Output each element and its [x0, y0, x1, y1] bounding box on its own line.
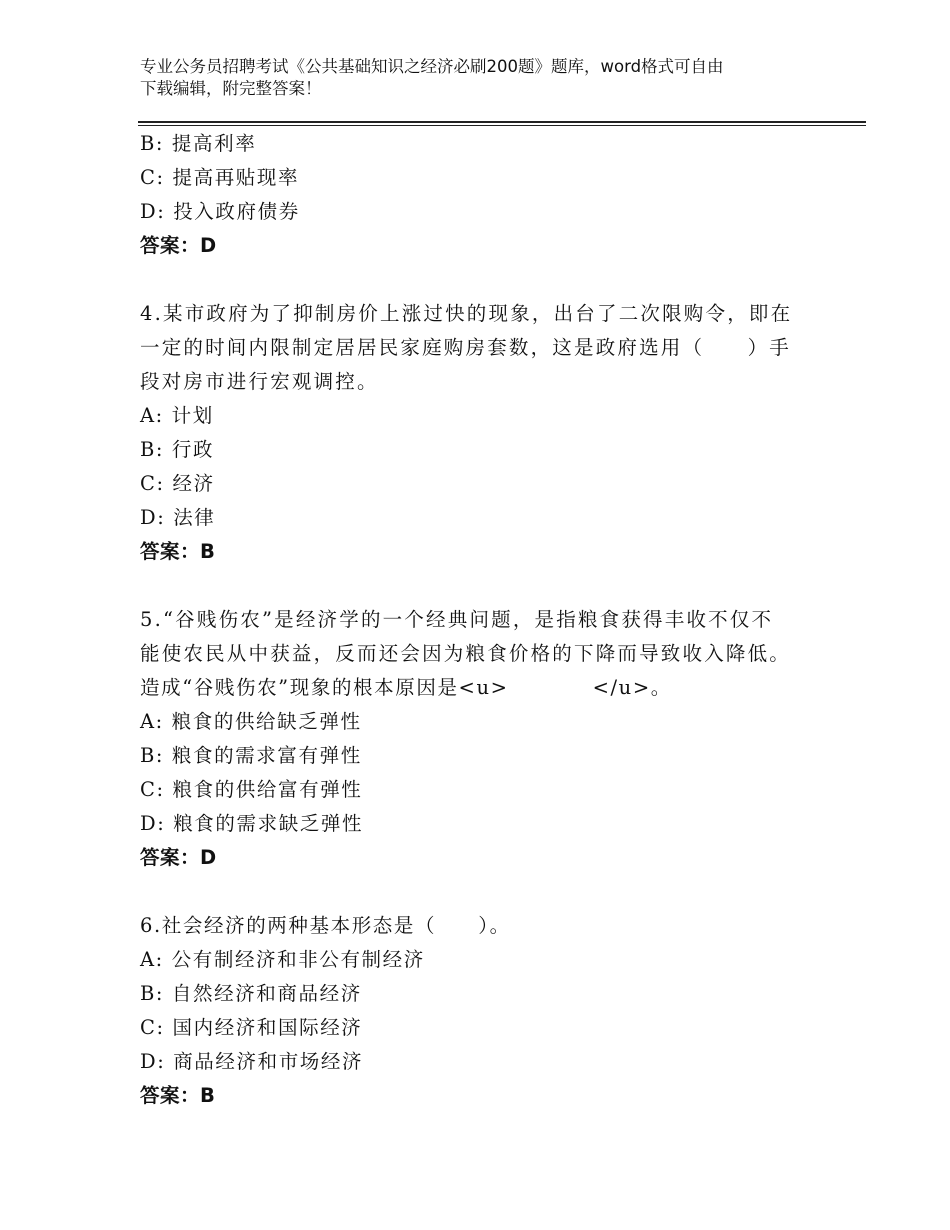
- question-text-line: 一定的时间内限制定居居民家庭购房套数，这是政府选用（ ）手: [140, 336, 792, 359]
- option-a: A: 粮食的供给缺乏弹性: [140, 710, 362, 733]
- option-b: B: 提高利率: [140, 132, 257, 155]
- option-b: B: 自然经济和商品经济: [140, 982, 362, 1005]
- option-c: C: 粮食的供给富有弹性: [140, 778, 363, 801]
- option-a: A: 计划: [140, 404, 214, 427]
- previous-question-tail: [140, 127, 800, 263]
- question-4: [140, 297, 800, 569]
- option-d: D: 投入政府债券: [140, 200, 300, 223]
- answer-line: 答案：D: [140, 234, 217, 257]
- question-text-line: 段对房市进行宏观调控。: [140, 370, 379, 393]
- question-text-before-blank: 造成“谷贱伤农”现象的根本原因是<u>: [140, 676, 509, 699]
- question-text-line: [140, 671, 800, 705]
- question-6: [140, 909, 800, 1113]
- option-b: B: 粮食的需求富有弹性: [140, 744, 362, 767]
- header-rule-thick: [138, 121, 866, 123]
- answer-line: 答案：D: [140, 846, 217, 869]
- question-list: [140, 127, 800, 1113]
- option-d: D: 法律: [140, 506, 216, 529]
- answer-line: 答案：B: [140, 1084, 216, 1107]
- option-a: A: 公有制经济和非公有制经济: [140, 948, 425, 971]
- question-text-line: 4.某市政府为了抑制房价上涨过快的现象，出台了二次限购令，即在: [140, 302, 793, 325]
- header-line-2: 下载编辑，附完整答案！: [140, 79, 322, 98]
- option-c: C: 国内经济和国际经济: [140, 1016, 363, 1039]
- question-text-line: 6.社会经济的两种基本形态是（ ）。: [140, 914, 511, 937]
- option-d: D: 商品经济和市场经济: [140, 1050, 364, 1073]
- header-line-1: 专业公务员招聘考试《公共基础知识之经济必刷200题》题库，word格式可自由: [140, 57, 724, 76]
- question-5: [140, 603, 800, 875]
- option-c: C: 经济: [140, 472, 215, 495]
- question-text-line: 5.“谷贱伤农”是经济学的一个经典问题，是指粮食获得丰收不仅不: [140, 608, 774, 631]
- option-c: C: 提高再贴现率: [140, 166, 300, 189]
- answer-line: 答案：B: [140, 540, 216, 563]
- option-d: D: 粮食的需求缺乏弹性: [140, 812, 364, 835]
- question-text-after-blank: </u>。: [592, 676, 672, 699]
- header-rule-thin: [138, 125, 866, 126]
- page-header: [140, 56, 810, 100]
- question-text-line: 能使农民从中获益，反而还会因为粮食价格的下降而导致收入降低。: [140, 642, 792, 665]
- option-b: B: 行政: [140, 438, 215, 461]
